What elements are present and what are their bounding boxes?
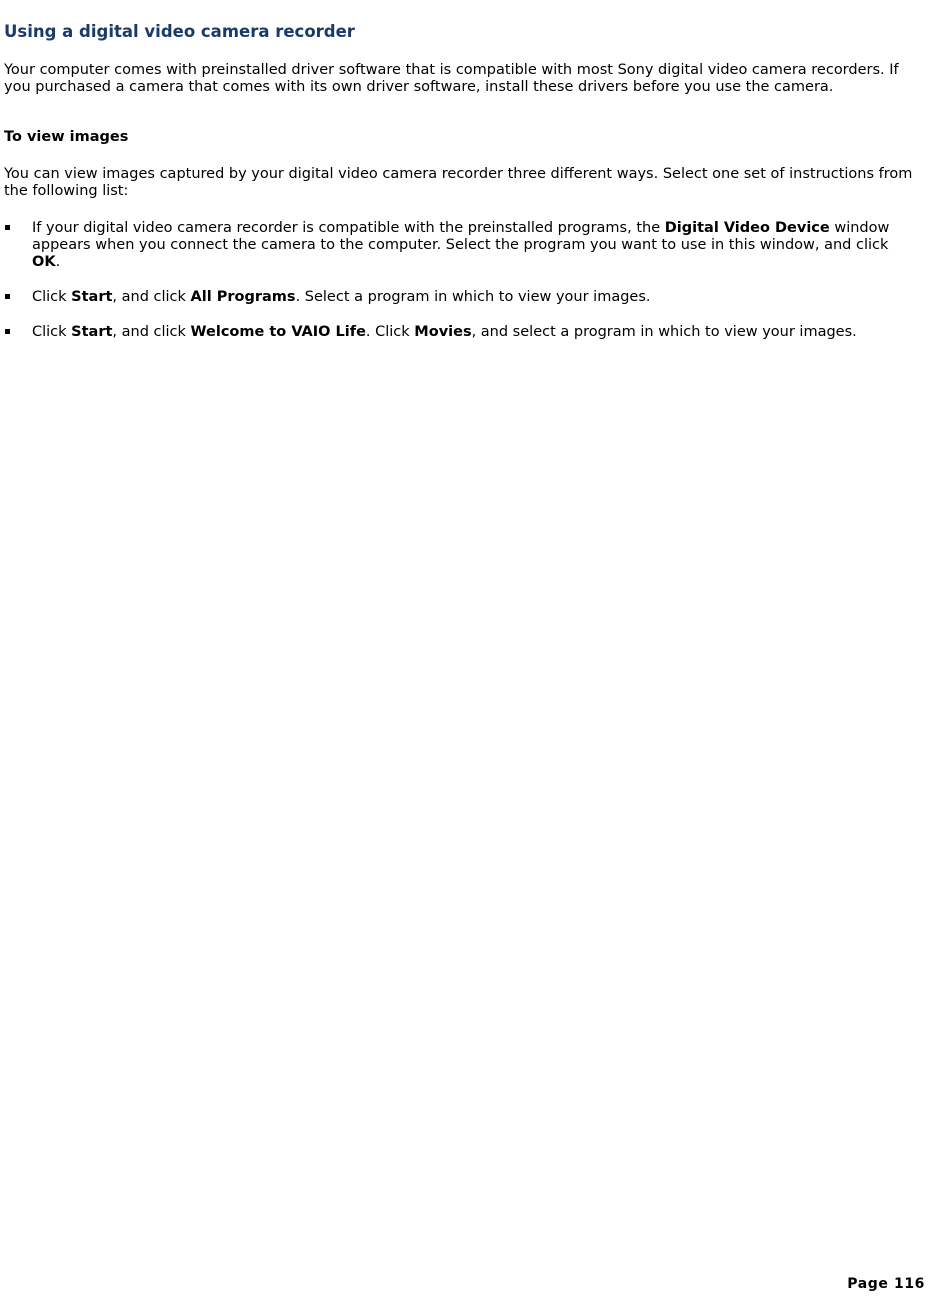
bullet-icon (5, 294, 10, 299)
item-text: , and click (112, 289, 191, 305)
section-lead-paragraph: You can view images captured by your digital video camera recorder three different ways. Select one set of instructions from the following list: (4, 166, 913, 199)
ui-term-digital-video-device: Digital Video Device (664, 220, 830, 236)
item-text: If your digital video camera recorder is compatible with the preinstalled programs, the (32, 220, 665, 236)
bullet-icon (5, 329, 10, 334)
section-heading: To view images (4, 129, 129, 145)
ui-term-ok: OK (32, 254, 56, 270)
list-item (0, 289, 902, 306)
item-text: Click (32, 289, 72, 305)
intro-paragraph: Your computer comes with preinstalled driver software that is compatible with most Sony digital video camera recorders. If you purchased a camera that comes with its own driver software, install these drivers before you use the camera. (4, 62, 899, 95)
item-text: , and click (112, 324, 191, 340)
bullet-icon (5, 225, 10, 230)
page-title: Using a digital video camera recorder (4, 22, 355, 41)
item-text: . Click (365, 324, 415, 340)
list-item (0, 324, 902, 341)
ui-term-welcome-to-vaio-life: Welcome to VAIO Life (190, 324, 366, 340)
ui-term-movies: Movies (414, 324, 472, 340)
item-text: . Select a program in which to view your images. (295, 289, 651, 305)
item-text: . (55, 254, 61, 270)
ui-term-start: Start (71, 324, 113, 340)
ui-term-all-programs: All Programs (190, 289, 296, 305)
item-text: Click (32, 324, 72, 340)
ui-term-start: Start (71, 289, 113, 305)
item-text: , and select a program in which to view your images. (471, 324, 857, 340)
page-number: Page 116 (847, 1276, 925, 1292)
instructions-list (0, 220, 930, 341)
item-text: window appears when you connect the camera to the computer. Select the program you want to use in this window, and click (32, 220, 890, 253)
list-item (0, 220, 902, 271)
